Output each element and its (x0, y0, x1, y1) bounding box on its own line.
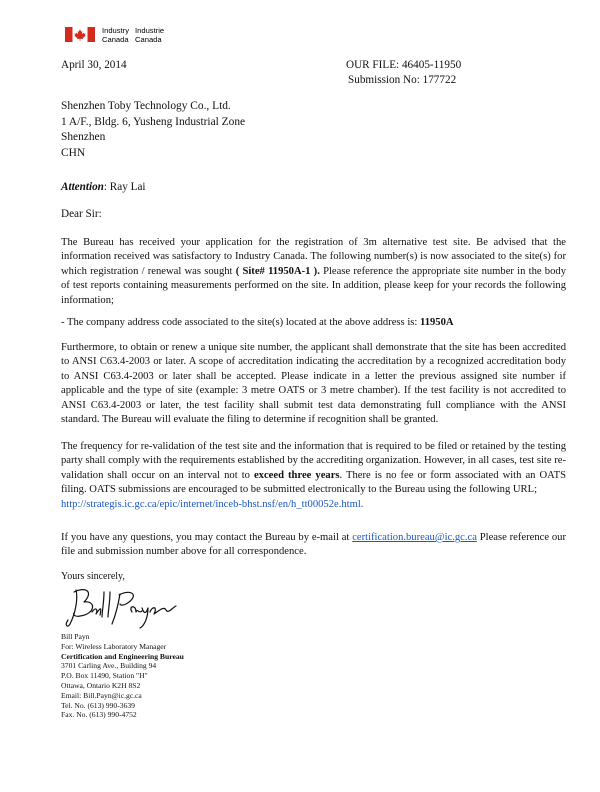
paragraph-revalidation (61, 440, 566, 512)
industry-canada-logo (65, 27, 164, 44)
logo-text-en-1: Industry (102, 26, 130, 35)
logo-text-en-2: Canada (102, 34, 129, 44)
address-line: 1 A/F., Bldg. 6, Yusheng Industrial Zone (61, 115, 246, 128)
paragraph-contact (61, 531, 566, 560)
oats-url-link[interactable]: http://strategis.ic.gc.ca/epic/internet/inceb-bhst.nsf/en/h_tt00052e.html. (61, 498, 364, 510)
paragraph-text: - The company address code associated to the site(s) located at the above address is: (61, 317, 420, 328)
attention-name: : Ray Lai (103, 181, 146, 193)
signer-address-line: P.O. Box 11490, Station "H" (61, 671, 148, 681)
address-line: CHN (61, 146, 86, 159)
signer-email: Email: Bill.Payn@ic.gc.ca (61, 690, 142, 700)
paragraph-text: Please reference the appropriate site number in the body of test reports containing measurements performed on the site. In addition, please keep for your records the following information; (61, 265, 566, 306)
submission-number: Submission No: 177722 (348, 73, 457, 86)
address-line: Shenzhen Toby Technology Co., Ltd. (61, 100, 231, 112)
paragraph-accreditation: Furthermore, to obtain or renew a unique site number, the applicant shall demonstrate that the site has been accredited to ANSI C63.4-2003 or later. A scope of accreditation indicating the accreditation by a recognized accreditation body to ANSI C63.4-2003 or later shall be accepted. Please indicate in a letter the previous assigned site number if applicable and the type of site (example: 3 metre OATS or 3 metre chamber). If the test facility is not accredited to ANSI C63.4-2003 or later, the test facility shall submit test data demonstrating full compliance with the ANSI standard. The Bureau will evaluate the filing to determine if recognition shall be granted. (61, 342, 566, 426)
signature-block (61, 632, 184, 720)
handwritten-signature (62, 584, 182, 630)
logo-text-fr-2: Canada (135, 34, 162, 44)
address-line: Shenzhen (61, 131, 106, 144)
company-address-code: 11950A (420, 317, 454, 328)
salutation: Dear Sir: (61, 208, 102, 220)
logo-text-fr-1: Industrie (135, 26, 165, 35)
paragraph-text: The Bureau has received your application for the registration of 3m alternative test site. Be advised that the information received was satisfactory to Industry Canada. The following number(s) is now associated to the site(s) for which registration / renewal was sought (61, 237, 566, 277)
paragraph-text: . There is no fee or form associated with an OATS filing. OATS submissions are encouraged to be submitted electronically to the Bureau using the following URL; (61, 469, 566, 496)
paragraph-registration (61, 236, 566, 308)
canada-flag-icon (65, 27, 95, 42)
paragraph-address-code (61, 316, 566, 330)
paragraph-text: The frequency for re-validation of the test site and the information that is required to be filed or retained by the testing party shall comply with the requirements established by the accrediting organization. However, in all cases, test site re-validation shall occur on an interval not to (61, 441, 566, 481)
attention-label: Attention (61, 181, 104, 193)
signer-organization: Certification and Engineering Bureau (61, 651, 184, 661)
signer-name: Bill Payn (61, 632, 90, 641)
site-number: ( Site# 11950A-1 ). (235, 265, 320, 277)
closing: Yours sincerely, (61, 571, 125, 582)
signer-tel: Tel. No. (613) 990-3639 (61, 700, 135, 710)
signer-address-line: Ottawa, Ontario K2H 8S2 (61, 680, 141, 690)
signer-fax: Fax. No. (613) 990-4752 (61, 710, 137, 720)
signer-address-line: 3701 Carling Ave., Building 94 (61, 661, 157, 671)
our-file-number: OUR FILE: 46405-11950 (346, 59, 462, 71)
letter-date: April 30, 2014 (61, 59, 127, 71)
paragraph-text: Please reference our file and submission number above for all correspondence. (61, 532, 566, 558)
file-reference (346, 58, 461, 87)
paragraph-text: If you have any questions, you may contact the Bureau by e-mail at (61, 532, 353, 543)
signer-title: For: Wireless Laboratory Manager (61, 641, 167, 651)
revalidation-interval: exceed three years (253, 469, 340, 481)
bureau-email-link[interactable]: certification.bureau@ic.gc.ca (352, 532, 477, 543)
recipient-address (61, 99, 245, 161)
attention-line (61, 181, 146, 193)
